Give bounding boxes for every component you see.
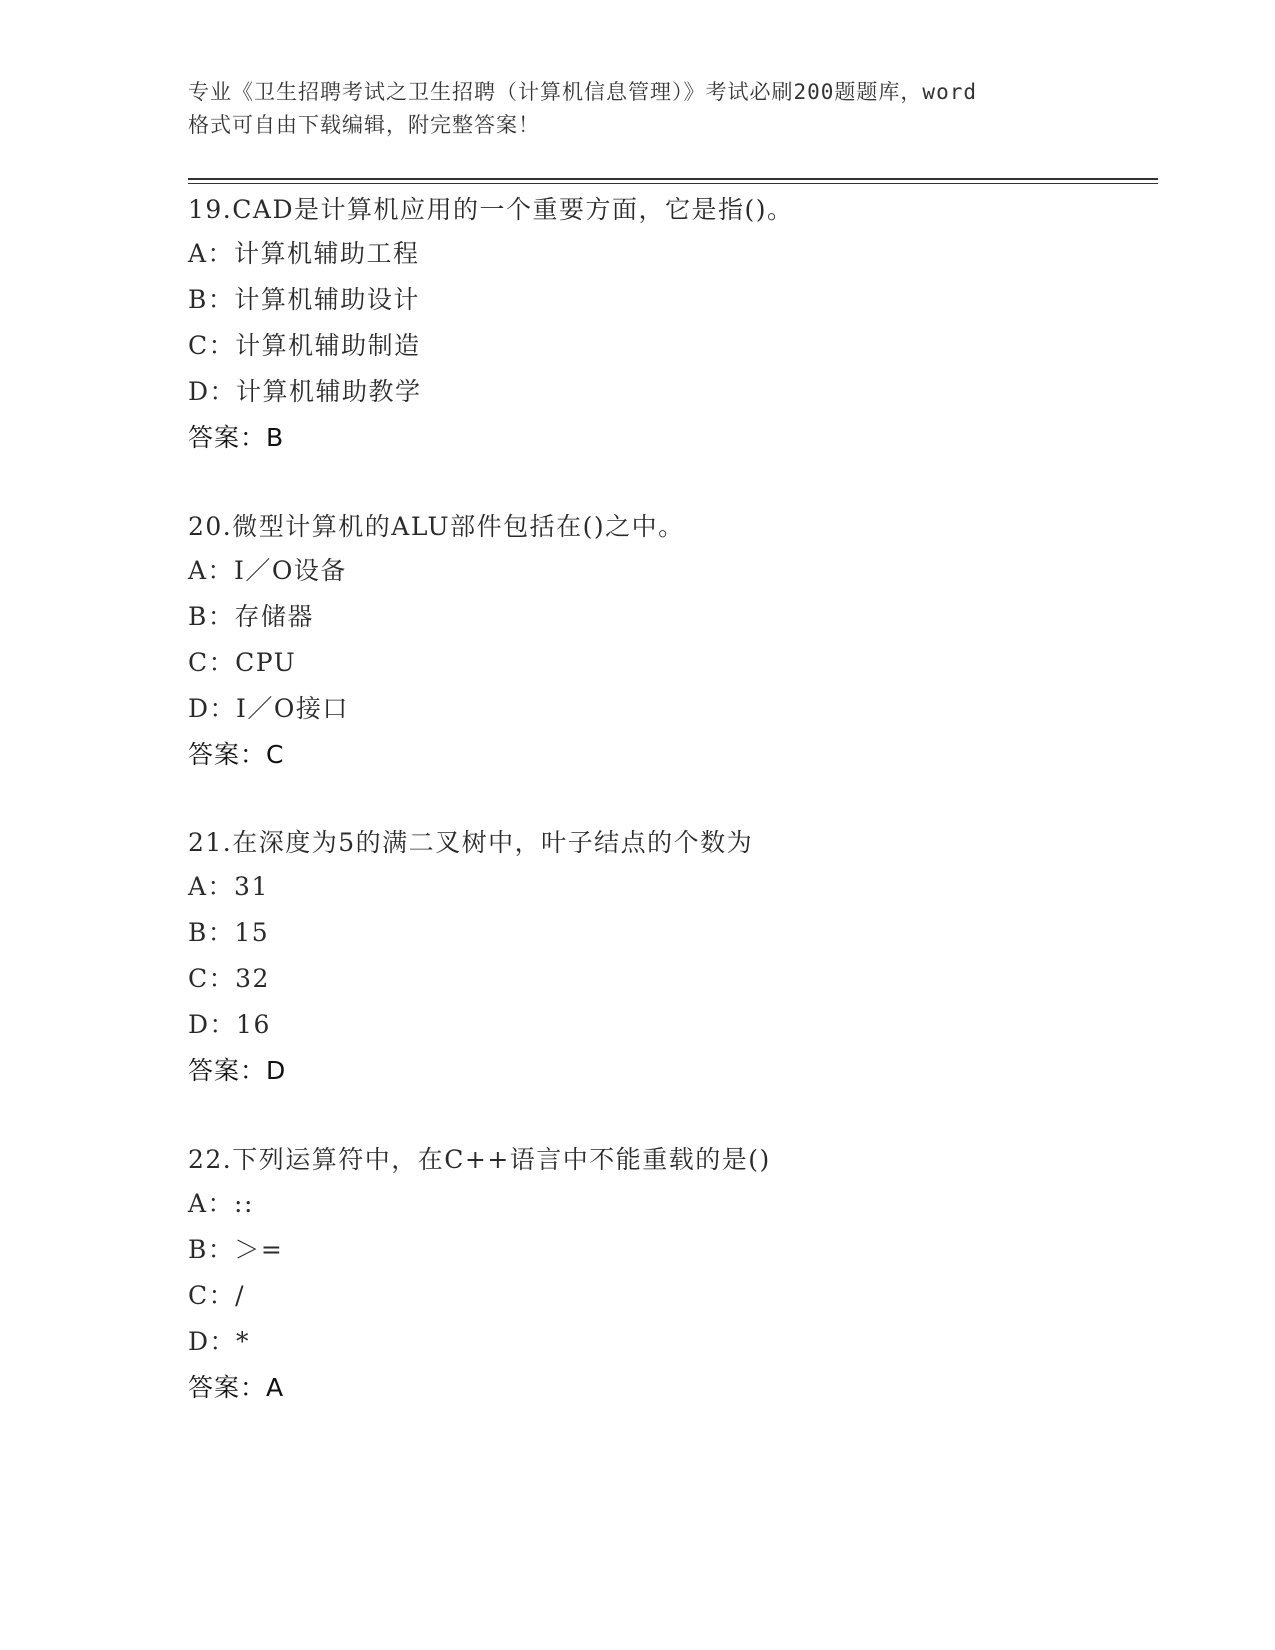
question-stem: 20.微型计算机的ALU部件包括在()之中。: [188, 512, 685, 541]
answer-line: 答案：A: [188, 1373, 285, 1402]
option-b: B：计算机辅助设计: [188, 285, 420, 314]
document-header: [188, 76, 1088, 142]
header-divider-thin: [188, 183, 1158, 184]
option-b: B：15: [188, 918, 270, 947]
option-a: A：::: [188, 1189, 254, 1218]
answer-line: 答案：C: [188, 740, 285, 769]
question-stem: 21.在深度为5的满二叉树中，叶子结点的个数为: [188, 828, 754, 857]
option-a: A：计算机辅助工程: [188, 239, 420, 268]
option-a: A：I／O设备: [188, 556, 347, 585]
question-block: [188, 1137, 1148, 1411]
answer-line: 答案：D: [188, 1056, 287, 1085]
option-c: C：32: [188, 964, 270, 993]
header-line-1: 专业《卫生招聘考试之卫生招聘（计算机信息管理）》考试必刷200题题库，word: [188, 80, 977, 104]
option-c: C：CPU: [188, 648, 297, 677]
question-block: [188, 187, 1148, 461]
option-b: B：存储器: [188, 602, 314, 631]
option-d: D：I／O接口: [188, 694, 349, 723]
question-stem: 19.CAD是计算机应用的一个重要方面，它是指()。: [188, 195, 794, 224]
option-a: A：31: [188, 872, 269, 901]
option-d: D：*: [188, 1327, 251, 1356]
question-stem: 22.下列运算符中，在C++语言中不能重载的是(): [188, 1145, 771, 1174]
answer-line: 答案：B: [188, 423, 285, 452]
option-d: D：16: [188, 1010, 271, 1039]
option-d: D：计算机辅助教学: [188, 377, 422, 406]
question-block: [188, 820, 1148, 1094]
header-divider-thick: [188, 178, 1158, 180]
option-c: C：/: [188, 1281, 246, 1310]
option-b: B：＞=: [188, 1235, 284, 1264]
header-line-2: 格式可自由下载编辑，附完整答案！: [188, 113, 540, 137]
option-c: C：计算机辅助制造: [188, 331, 421, 360]
question-block: [188, 504, 1148, 778]
